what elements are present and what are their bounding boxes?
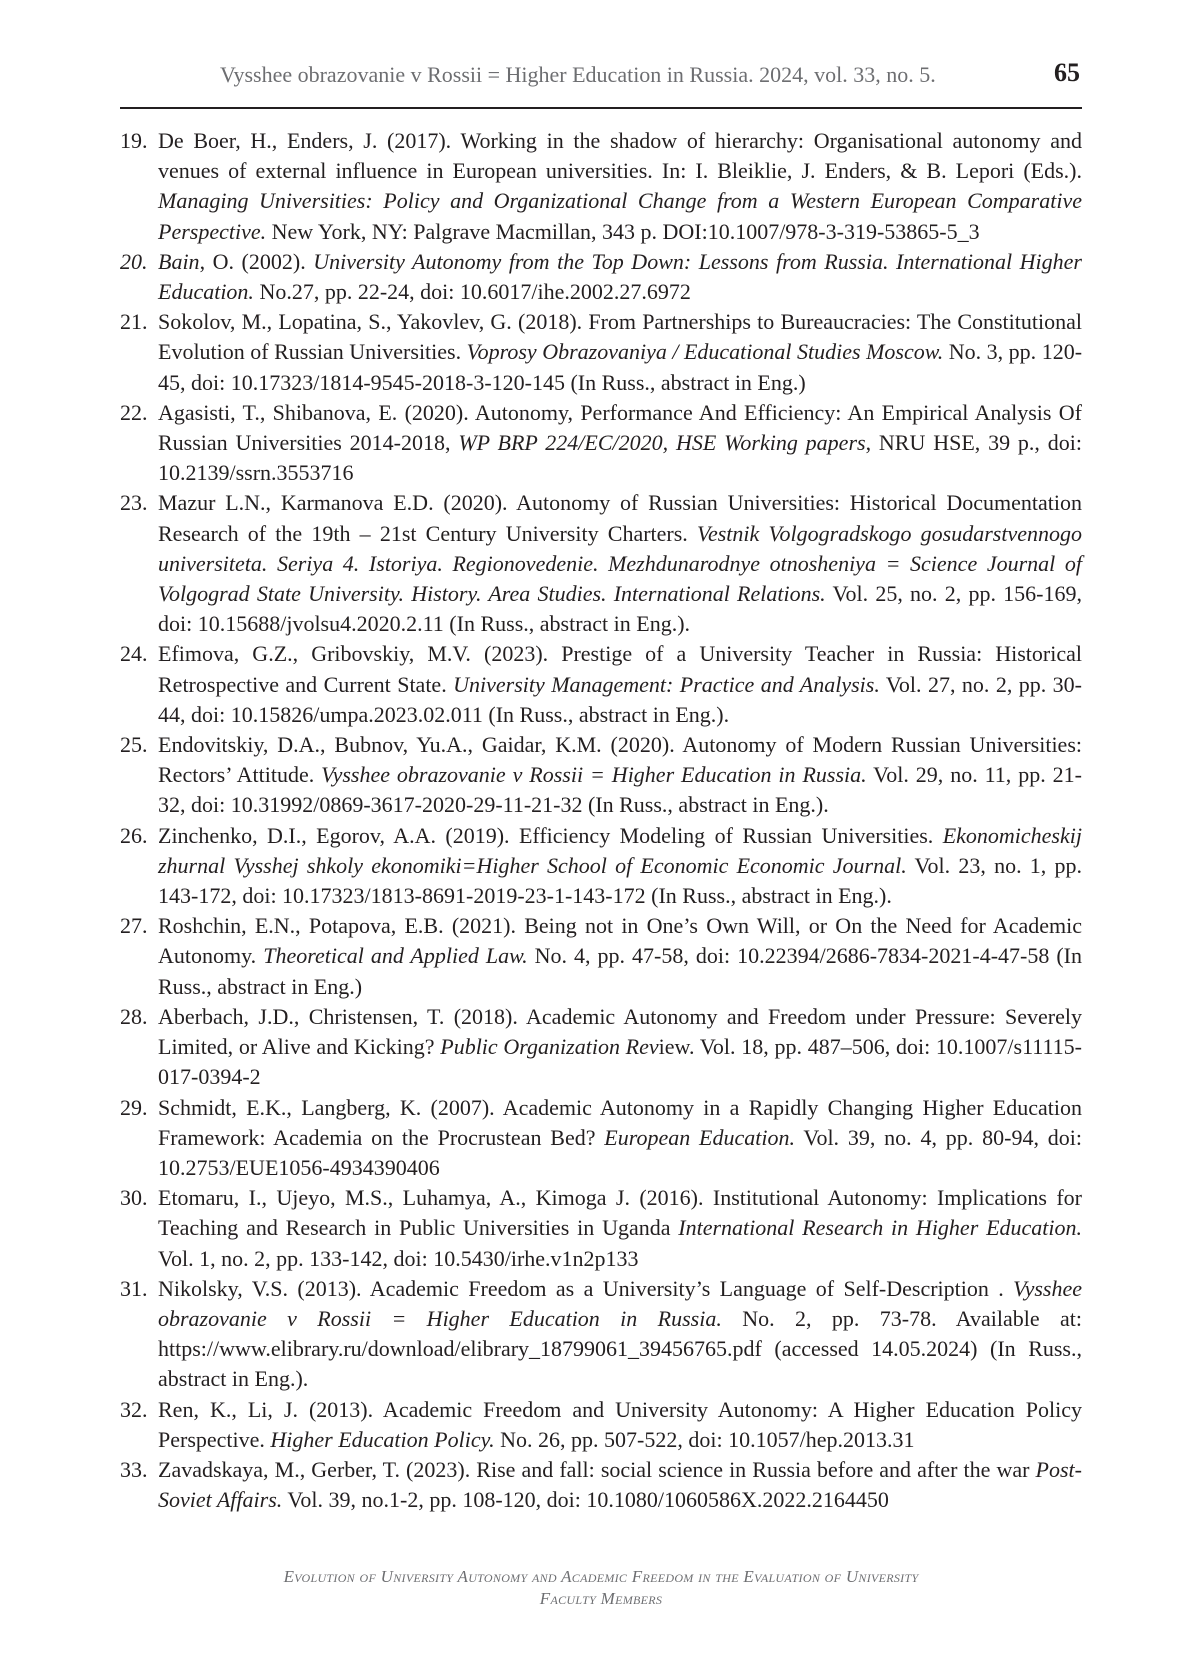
reference-number: 30. <box>120 1185 148 1211</box>
reference-text: No. 4, pp. 47-58, doi: 10.22394/2686-7834-2021-4-47-58 (In Russ., abstract in Eng.) <box>158 943 1083 999</box>
reference-item <box>120 1183 1082 1274</box>
reference-item <box>120 1455 1082 1515</box>
reference-number: 21. <box>120 309 148 335</box>
reference-text: Vol. 23, no. 1, pp. 143-172, doi: 10.17323/1813-8691-2019-23-1-143-172 (In Russ., abstract in Eng.). <box>158 852 1082 909</box>
reference-text: No. 26, pp. 507-522, doi: 10.1057/hep.2013.31 <box>494 1426 915 1452</box>
reference-text: Vol. 25, no. 2, pp. 156-169, doi: 10.15688/jvolsu4.2020.2.11 (In Russ., abstract in Eng.). <box>158 581 1083 637</box>
reference-number: 24. <box>120 641 148 667</box>
reference-source-title: International Research in Higher Education. <box>678 1215 1082 1241</box>
reference-text: iew. Vol. 18, pp. 487–506, doi: 10.1007/s11115-017-0394-2 <box>158 1034 1082 1090</box>
reference-number: 20. <box>120 248 148 274</box>
reference-number: 33. <box>120 1456 148 1482</box>
reference-text: Vol. 29, no. 11, pp. 21-32, doi: 10.31992/0869-3617-2020-29-11-21-32 (In Russ., abstract in Eng.). <box>158 762 1082 818</box>
reference-source-title: Post-Soviet Affairs. <box>158 1456 1082 1513</box>
journal-citation: Vysshee obrazovanie v Rossii = Higher Education in Russia. 2024, vol. 33, no. 5. <box>220 62 936 87</box>
reference-number: 31. <box>120 1275 148 1301</box>
reference-number: 25. <box>120 732 148 758</box>
reference-source-title: Theoretical and Applied Law. <box>263 943 528 969</box>
reference-text: Vol. 39, no.1-2, pp. 108-120, doi: 10.1080/1060586X.2022.2164450 <box>282 1487 889 1513</box>
reference-text: Nikolsky, V.S. (2013). Academic Freedom as a University’s Language of Self-Description . <box>158 1275 1014 1301</box>
reference-number: 19. <box>120 128 148 153</box>
reference-number: 23. <box>120 490 148 516</box>
reference-source-title: University Management: Practice and Analysis. <box>453 671 880 697</box>
reference-source-title: Public Organization Rev <box>440 1034 659 1060</box>
reference-text: Efimova, G.Z., Gribovskiy, M.V. (2023). Prestige of a University Teacher in Russia: Historical Retrospective and Current State. <box>158 641 1082 697</box>
reference-number: 22. <box>120 399 148 425</box>
reference-text: No. 3, pp. 120-45, doi: 10.17323/1814-9545-2018-3-120-145 (In Russ., abstract in Eng.) <box>158 339 1083 395</box>
reference-number: 26. <box>120 822 148 848</box>
reference-source-title: WP BRP 224/EC/2020, HSE Working papers <box>458 430 866 456</box>
reference-source-title: Ekonomicheskij zhurnal Vysshej shkoly ekonomiki=Higher School of Economic Economic Journal. <box>158 822 1082 878</box>
reference-item <box>120 639 1082 730</box>
reference-item <box>120 398 1082 489</box>
reference-number: 29. <box>120 1094 148 1120</box>
reference-text: De Boer, H., Enders, J. (2017). Working in the shadow of hierarchy: Organisational autonomy and venues of external influence in European universities. In: I. Bleiklie, J. Enders, & B. Lepori (Eds.). <box>158 128 1082 184</box>
reference-item <box>120 247 1082 307</box>
reference-text: , O. (2002). <box>199 248 314 274</box>
reference-source-title: Vysshee obrazovanie v Rossii = Higher Education in Russia. <box>321 762 867 788</box>
footer-title-line-2: Faculty Members <box>539 1589 663 1608</box>
reference-number: 27. <box>120 913 148 939</box>
footer-title-line-1: Evolution of University Autonomy and Academic Freedom in the Evaluation of University <box>283 1567 919 1586</box>
reference-source-title: Vysshee obrazovanie v Rossii = Higher Education in Russia. <box>158 1275 1082 1331</box>
reference-item <box>120 730 1082 821</box>
reference-text: , NRU HSE, 39 p., doi: 10.2139/ssrn.3553716 <box>158 430 1082 486</box>
reference-text: New York, NY: Palgrave Macmillan, 343 p. DOI:10.1007/978-3-319-53865-5_3 <box>266 218 980 244</box>
reference-text: Aberbach, J.D., Christensen, T. (2018). Academic Autonomy and Freedom under Pressure: Severely Limited, or Alive and Kicking? <box>158 1003 1082 1060</box>
reference-source-title: Managing Universities: Policy and Organizational Change from a Western European Comparative Perspective. <box>158 188 1082 244</box>
reference-text: Schmidt, E.K., Langberg, K. (2007). Academic Autonomy in a Rapidly Changing Higher Education Framework: Academia on the Procrustean Bed? <box>158 1094 1082 1150</box>
reference-source-title: Bain <box>158 248 200 274</box>
reference-text: Endovitskiy, D.A., Bubnov, Yu.A., Gaidar, K.M. (2020). Autonomy of Modern Russian Universities: Rectors’ Attitude. <box>158 732 1082 788</box>
reference-item <box>120 488 1082 639</box>
running-header <box>120 60 1082 109</box>
reference-item <box>120 1395 1082 1455</box>
reference-item <box>120 1274 1082 1395</box>
reference-text: No.27, pp. 22-24, doi: 10.6017/ihe.2002.27.6972 <box>253 279 691 305</box>
reference-text: Ren, K., Li, J. (2013). Academic Freedom and University Autonomy: A Higher Education Policy Perspective. <box>158 1396 1082 1452</box>
reference-number: 28. <box>120 1003 148 1029</box>
reference-item <box>120 307 1082 398</box>
reference-source-title: Voprosy Obrazovaniya / Educational Studies Moscow. <box>466 339 944 365</box>
reference-text: Vol. 39, no. 4, pp. 80-94, doi: 10.2753/EUE1056-4934390406 <box>158 1124 1082 1180</box>
reference-text: Agasisti, T., Shibanova, E. (2020). Autonomy, Performance And Efficiency: An Empirical Analysis Of Russian Universities 2014-2018, <box>158 399 1082 456</box>
reference-source-title: University Autonomy from the Top Down: Lessons from Russia. International Higher Education. <box>158 248 1082 305</box>
reference-text: Zavadskaya, M., Gerber, T. (2023). Rise and fall: social science in Russia before and after the war <box>158 1456 1036 1482</box>
reference-item <box>120 1093 1082 1184</box>
reference-source-title: Higher Education Policy. <box>270 1426 495 1452</box>
reference-text: Sokolov, M., Lopatina, S., Yakovlev, G. (2018). From Partnerships to Bureaucracies: The Constitutional Evolution of Russian Universities. <box>158 309 1082 365</box>
reference-source-title: Vestnik Volgogradskogo gosudarstvennogo universiteta. Seriya 4. Istoriya. Regionovedenie. Mezhdunarodnye otnosheniya = Science Journal of Volgograd State University. History. Area Studies. International Relations. <box>158 520 1082 607</box>
reference-text: Vol. 27, no. 2, pp. 30-44, doi: 10.15826/umpa.2023.02.011 (In Russ., abstract in Eng.). <box>158 671 1083 727</box>
reference-text: No. 2, pp. 73-78. Available at: https://www.elibrary.ru/download/elibrary_18799061_39456765.pdf (accessed 14.05.2024) (In Russ., abstract in Eng.). <box>158 1305 1083 1392</box>
reference-item <box>120 126 1082 247</box>
reference-text: Etomaru, I., Ujeyo, M.S., Luhamya, A., Kimoga J. (2016). Institutional Autonomy: Implications for Teaching and Research in Public Universities in Uganda <box>158 1185 1082 1241</box>
reference-item <box>120 1002 1082 1093</box>
reference-item <box>120 911 1082 1002</box>
reference-list <box>120 126 1082 1515</box>
reference-number: 32. <box>120 1396 148 1422</box>
reference-text: Vol. 1, no. 2, pp. 133-142, doi: 10.5430/irhe.v1n2p133 <box>158 1245 639 1271</box>
reference-text: Zinchenko, D.I., Egorov, A.A. (2019). Efficiency Modeling of Russian Universities. <box>158 822 943 848</box>
page-number: 65 <box>1054 58 1080 87</box>
running-footer <box>120 1566 1082 1610</box>
reference-text: Roshchin, E.N., Potapova, E.B. (2021). Being not in One’s Own Will, or On the Need for Academic Autonomy. <box>158 913 1082 969</box>
reference-text: Mazur L.N., Karmanova E.D. (2020). Autonomy of Russian Universities: Historical Documentation Research of the 19th – 21st Century University Charters. <box>158 490 1082 546</box>
reference-item <box>120 821 1082 912</box>
reference-source-title: European Education. <box>604 1124 795 1150</box>
